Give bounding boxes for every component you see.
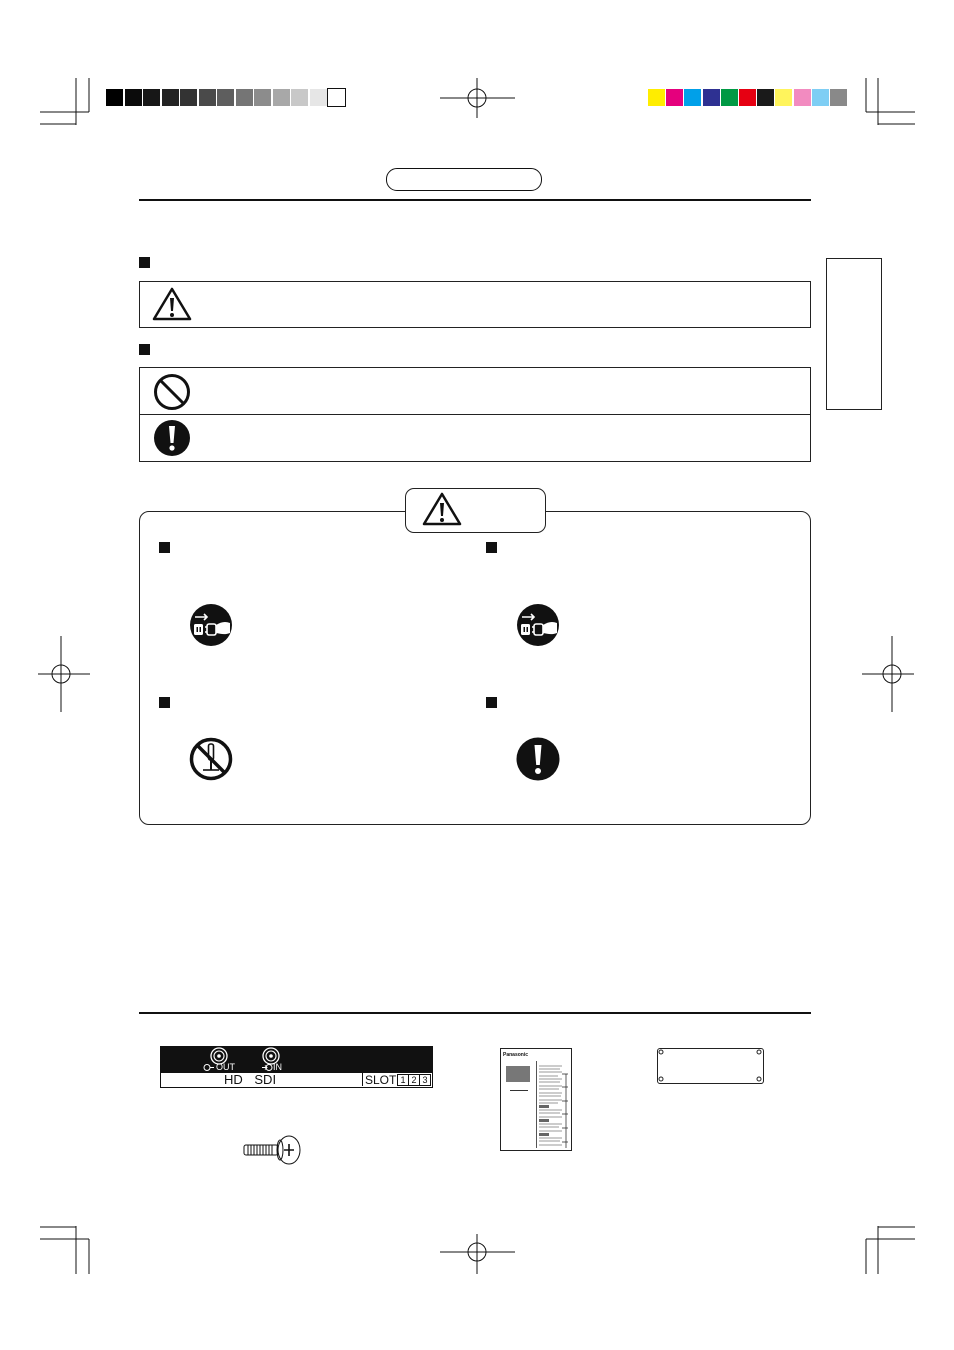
- grey-scale-swatch: [125, 89, 142, 106]
- color-bar-swatch: [830, 89, 847, 106]
- header-rule: [139, 199, 811, 201]
- color-bar-swatch: [775, 89, 792, 106]
- caution-item-bullet: [159, 697, 170, 708]
- grey-scale-swatch: [106, 89, 123, 106]
- caution-item-bullet: [159, 542, 170, 553]
- grey-scale-swatch: [328, 89, 345, 106]
- grey-scale-swatch: [143, 89, 160, 106]
- left-registration-mark: [30, 636, 90, 716]
- grey-scale-swatch: [273, 89, 290, 106]
- sdi-board-name: HD SDI: [224, 1072, 277, 1087]
- caution-item-bullet: [486, 542, 497, 553]
- input-arrow-icon: [261, 1063, 273, 1072]
- page-title-pill: [386, 168, 542, 191]
- slot-label: SLOT: [365, 1073, 397, 1087]
- no-disassembly-icon: [189, 737, 233, 781]
- hd-sdi-board-dark-strip: [160, 1046, 432, 1073]
- right-registration-mark: [862, 636, 922, 716]
- section-bullet: [139, 257, 150, 268]
- caution-definition-box: [139, 281, 811, 328]
- warning-triangle-icon: [421, 491, 463, 527]
- unplug-power-icon: [189, 603, 233, 647]
- accessories-rule: [139, 1012, 811, 1014]
- grey-scale-swatch: [162, 89, 179, 106]
- caution-panel: [139, 511, 811, 825]
- slot-number-2: 2: [408, 1074, 420, 1086]
- unplug-power-icon: [516, 603, 560, 647]
- color-bar-swatch: [739, 89, 756, 106]
- color-bar-swatch: [684, 89, 701, 106]
- booklet-column-rule: [536, 1061, 537, 1148]
- top-crop-marks: [0, 0, 954, 140]
- color-bar-swatch: [721, 89, 738, 106]
- slot-divider: [362, 1073, 363, 1086]
- color-bar-swatch: [703, 89, 720, 106]
- grey-scale-swatch: [310, 89, 327, 106]
- symbol-box-divider: [139, 414, 811, 415]
- color-bar-swatch: [794, 89, 811, 106]
- bottom-crop-marks: [0, 1215, 954, 1350]
- grey-scale-swatch: [291, 89, 308, 106]
- color-bar-swatch: [648, 89, 665, 106]
- exclamation-icon: [516, 737, 560, 781]
- grey-scale-swatch: [236, 89, 253, 106]
- grey-scale-swatch: [254, 89, 271, 106]
- color-bar-swatch: [757, 89, 774, 106]
- output-arrow-icon: [203, 1063, 215, 1072]
- caution-item-bullet: [486, 697, 497, 708]
- color-bar-swatch: [666, 89, 683, 106]
- warning-triangle-icon: [151, 286, 193, 322]
- grey-scale-swatch: [180, 89, 197, 106]
- grey-scale-swatch: [217, 89, 234, 106]
- grey-scale-swatch: [199, 89, 216, 106]
- section-bullet: [139, 344, 150, 355]
- booklet-text-lines: [538, 1062, 568, 1148]
- section-side-tab: [826, 258, 882, 410]
- screw-icon: [242, 1134, 304, 1166]
- slot-number-1: 1: [397, 1074, 409, 1086]
- slot-number-3: 3: [419, 1074, 431, 1086]
- color-bar-swatch: [812, 89, 829, 106]
- sdi-out-label: OUT: [216, 1062, 235, 1072]
- booklet-cover-image: [506, 1066, 530, 1082]
- booklet-brand-label: Panasonic: [503, 1052, 529, 1058]
- prohibition-icon: [152, 372, 192, 412]
- exclamation-icon: [153, 419, 191, 457]
- sdi-in-label: IN: [273, 1062, 282, 1072]
- cover-plate-screw-holes: [655, 1046, 765, 1086]
- booklet-rule: [510, 1090, 528, 1091]
